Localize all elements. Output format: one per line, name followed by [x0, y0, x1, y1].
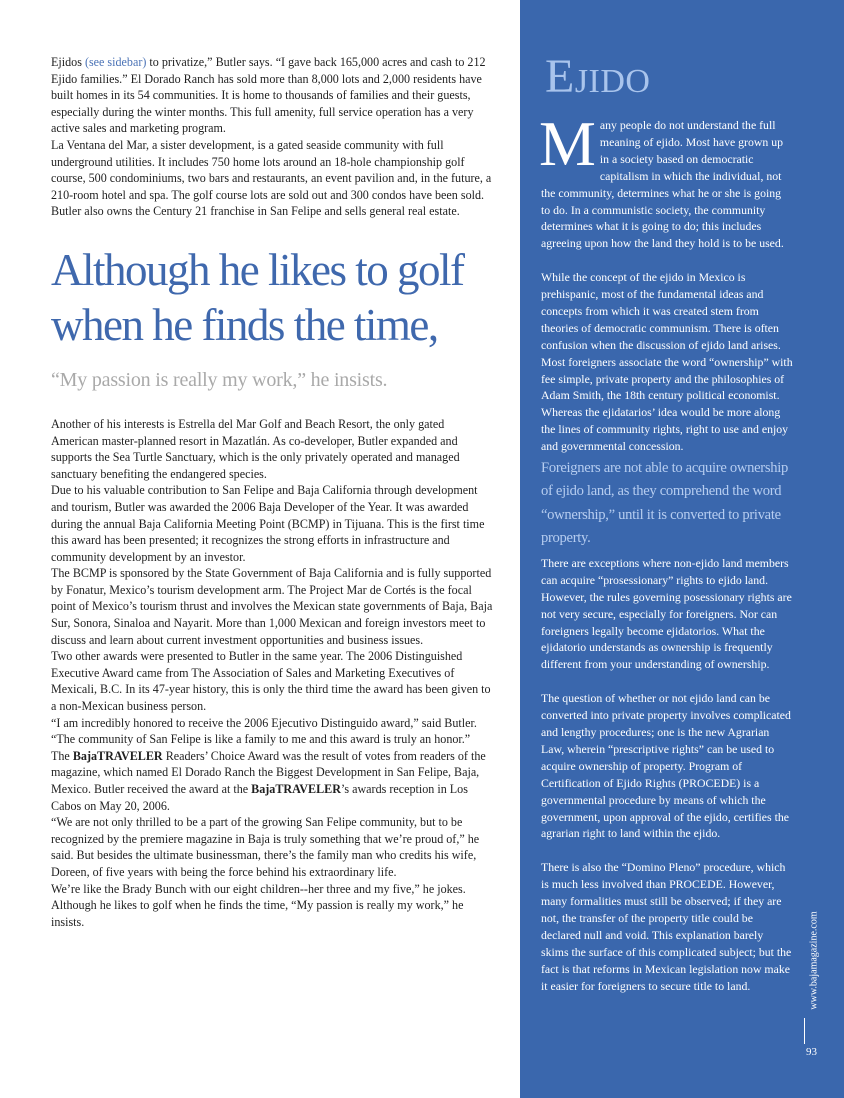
pull-quote: Although he likes to golf when he finds the time,: [51, 244, 464, 350]
article-paragraph-10: We’re like the Brady Bunch with our eight children--her three and my five,” he jokes. Although he likes to golf when he finds the time, “My passion is really my work,” he insists.: [51, 881, 466, 929]
sidebar-paragraph-4: The question of whether or not ejido land can be converted into private property involves complicated and lengthy procedures; one is the new Agrarian Law, wherein “prescriptive rights” can be used to acquire ownership of property. Program of Certification of Ejido Rights (PROCEDE) is a governmental procedure by means of which the government, upon approval of the ejido, certifies the agrarian right to land within the ejido.: [541, 691, 791, 841]
website-url: www.bajamagazine.com: [808, 910, 820, 1010]
ejido-sidebar: [520, 0, 844, 1098]
pull-subquote: “My passion is really my work,” he insists.: [51, 368, 388, 391]
article-paragraph-2: La Ventana del Mar, a sister development, is a gated seaside community with full underground utilities. It includes 750 home lots around an 18-hole championship golf course, 500 condominiums, two bars and restaurants, an event pavilion and, in the future, a 210-room hotel and spa. The golf course lots are sold out and 300 condos have been sold. Butler also owns the Century 21 franchise in San Felipe and sells general real estate.: [51, 137, 492, 219]
sidebar-paragraph-5: There is also the “Domino Pleno” procedure, which is much less involved than PROCEDE. However, many formalities must still be observed; if they are not, the transfer of the property title could be declared null and void. This explanation barely skims the surface of this complicated subject; but the fact is that reforms in Mexican legislation now make it easier for foreigners to secure title to land.: [541, 860, 792, 993]
article-body: [51, 54, 493, 930]
article-paragraph-3: Another of his interests is Estrella del Mar Golf and Beach Resort, the only gated American master-planned resort in Mazatlán. As co-developer, Butler expanded and supports the Sea Turtle Sanctuary, which is the only privately operated and managed sanctuary benefiting the endangered species.: [51, 416, 460, 481]
sidebar-highlight: Foreigners are not able to acquire ownership of ejido land, as they comprehend the word “ownership,” until it is converted to private property.: [541, 460, 788, 546]
sidebar-content: [541, 51, 793, 994]
sidebar-title: Ejido: [545, 50, 651, 103]
divider-line: [804, 1018, 805, 1044]
article-paragraph-5: The BCMP is sponsored by the State Government of Baja California and is fully supported by Fonatur, Mexico’s tourism development arm. The Project Mar de Cortés is the focal point of Mexico’s tourism thrust and involves the Mexican state governments of Baja, Baja Sur, Sonora, Sinaloa and Nayarit. More than 1,000 Mexican and foreign investors meet to discuss and learn about current investment opportunities and business issues.: [51, 566, 493, 647]
sidebar-paragraph-3: There are exceptions where non-ejido land members can acquire “prosessionary” rights to ejido land. However, the rules governing posessionary rights are not very secure, especially for foreigners. Nor can foreigners legally become ejidatorios. What the ejidatorio understands as ownership is frequently different from your understanding of ownership.: [541, 555, 792, 672]
article-paragraph-7: “I am incredibly honored to receive the 2006 Ejecutivo Distinguido award,” said Butler. “The community of San Felipe is like a family to me and this award is truly an honor.”: [51, 715, 477, 747]
article-paragraph-4: Due to his valuable contribution to San Felipe and Baja California through development and tourism, Butler was awarded the 2006 Baja Developer of the Year. It was awarded during the annual Baja California Meeting Point (BCMP) in Tijuana. This is the first time this award has been presented; it recognizes the strong efforts in infrastructure and community development by an investor.: [51, 483, 485, 564]
page-number: 93: [806, 1046, 817, 1058]
article-paragraph-9: “We are not only thrilled to be a part of the growing San Felipe community, but to be recognized by the premiere magazine in Baja is truly something that we’re proud of,” he said. But besides the ultimate businessman, there’s the family man who credits his wife, Doreen, of five years with being the force behind his extraordinary life.: [51, 815, 480, 879]
article-paragraph-8: The BajaTRAVELER Readers’ Choice Award was the result of votes from readers of the magazine, which named El Dorado Ranch the Biggest Development in San Felipe, Baja, Mexico. Butler received the award at the BajaTRAVELER’s awards reception in Los Cabos on May 20, 2006.: [51, 748, 486, 813]
brand-name: BajaTRAVELER: [72, 748, 163, 763]
article-paragraph-6: Two other awards were presented to Butler in the same year. The 2006 Distinguished Executive Award came from The Association of Sales and Marketing Executives of Mexicali, B.C. In its 47-year history, this is only the third time the award has been given to a non-Mexican business person.: [51, 649, 491, 714]
see-sidebar-link[interactable]: (see sidebar): [84, 55, 147, 69]
article-paragraph-1: Ejidos (see sidebar) to privatize,” Butler says. “I gave back 165,000 acres and cash to 212 Ejido families.” El Dorado Ranch has sold more than 8,000 lots and 2,000 residents have built homes in its 54 communities. It is home to thousands of families and their guests, especially during the winter months. This full amenity, full service operation has a very active sales and marketing program.: [51, 55, 486, 136]
sidebar-paragraph-2: While the concept of the ejido in Mexico is prehispanic, most of the fundamental ideas and concepts from which it was created stem from theories of democratic communism. There is often confusion when the discussion of ejido land arises. Most foreigners associate the word “ownership” with fee simple, private property and the philosophies of Adam Smith, the 18th century political economist. Whereas the ejidatarios’ idea would be more along the lines of community rights, right to use and enjoy and governmental concession.: [541, 270, 793, 454]
sidebar-paragraph-1: Many people do not understand the full meaning of ejido. Most have grown up in a society based on democratic capitalism in which the individual, not the community, determines what he or she is going to do. In a communistic society, the community determines what it is going to do; this includes agreeing upon how the land they hold is to be used.: [539, 108, 784, 251]
drop-cap: M: [539, 108, 596, 179]
brand-name: BajaTRAVELER: [251, 782, 341, 796]
